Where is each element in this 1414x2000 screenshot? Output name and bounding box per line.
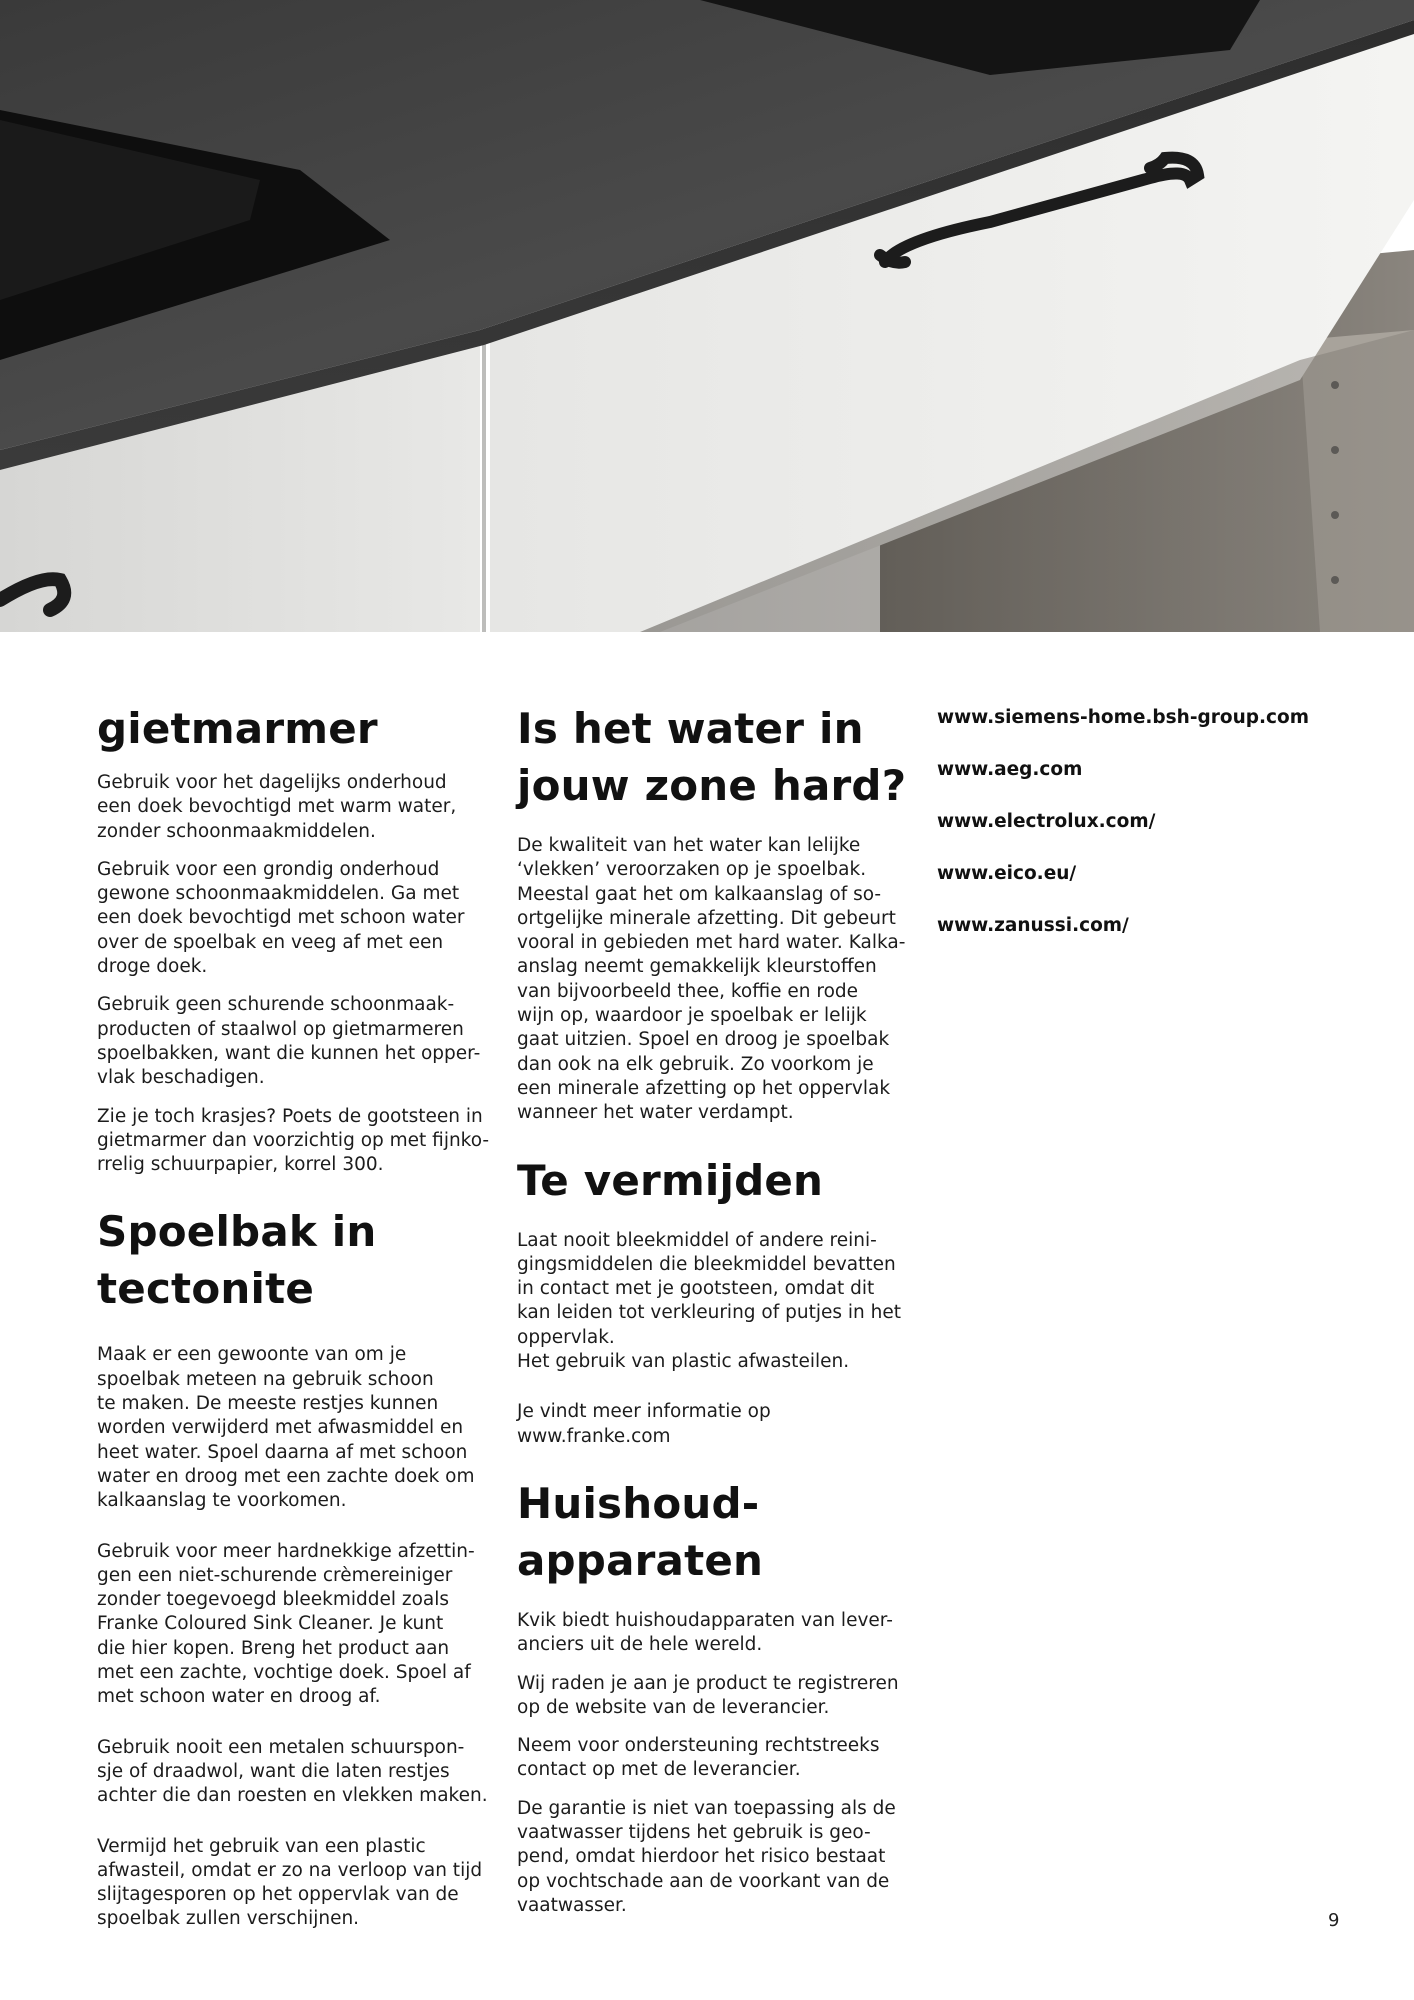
link-siemens[interactable]: www.siemens-home.bsh-group.com xyxy=(937,707,1310,728)
link-aeg[interactable]: www.aeg.com xyxy=(937,759,1083,780)
link-electrolux[interactable]: www.electrolux.com/ xyxy=(937,811,1156,832)
tectonite-paragraph-4: Vermijd het gebruik van een plastic afwasteil, omdat er zo na verloop van tijd slijtagesporen op het oppervlak van de spoelbak zullen verschijnen. xyxy=(97,1835,483,1930)
section-title-vermijden: Te vermijden xyxy=(517,1155,824,1205)
tectonite-paragraph-3: Gebruik nooit een metalen schuurspon- sje of draadwol, want die laten restjes achter die dan roesten en vlekken maken. xyxy=(97,1736,488,1807)
water-paragraph-1: De kwaliteit van het water kan lelijke ‘vlekken’ veroorzaken op je spoelbak. Meestal gaat het om kalkaanslag of so- ortgelijke minerale afzetting. Dit gebeurt vooral in gebieden met hard water. Kalka- anslag neemt gemakkelijk kleurstoffen van bijvoorbeeld thee, koffie en rode wijn op, waardoor je spoelbak er lelijk gaat uitzien. Spoel en droog je spoelbak dan ook na elk gebruik. Zo voorkom je een minerale afzetting op het oppervlak wanneer het water verdampt. xyxy=(517,835,906,1124)
tectonite-paragraph-1: Maak er een gewoonte van om je spoelbak meteen na gebruik schoon te maken. De meeste restjes kunnen worden verwijderd met afwasmiddel en heet water. Spoel daarna af met schoon water en droog met een zachte doek om kalkaanslag te voorkomen. xyxy=(97,1344,475,1512)
supplier-links xyxy=(937,706,1357,966)
column-middle xyxy=(517,700,917,1918)
section-title-water: Is het water in jouw zone hard? xyxy=(517,704,907,810)
gietmarmer-paragraph-3: Gebruik geen schurende schoonmaak- producten of staalwol op gietmarmeren spoelbakken, want die kunnen het opper- vlak beschadigen. xyxy=(97,994,481,1089)
vermijden-paragraph-2: Je vindt meer informatie op www.franke.com xyxy=(517,1401,771,1447)
tectonite-paragraph-2: Gebruik voor meer hardnekkige afzettin- gen een niet-schurende crèmereiniger zonder toegevoegd bleekmiddel zoals Franke Coloured Sink Cleaner. Je kunt die hier kopen. Breng het product aan met een zachte, vochtige doek. Spoel af met schoon water en droog af. xyxy=(97,1540,475,1708)
gietmarmer-paragraph-1: Gebruik voor het dagelijks onderhoud een doek bevochtigd met warm water, zonder schoonmaakmiddelen. xyxy=(97,772,457,842)
huishoud-paragraph-4: De garantie is niet van toepassing als de vaatwasser tijdens het gebruik is geo- pend, omdat hierdoor het risico bestaat op vochtschade aan de voorkant van de vaatwasser. xyxy=(517,1797,896,1916)
section-title-gietmarmer: gietmarmer xyxy=(97,704,378,753)
vermijden-paragraph-1: Laat nooit bleekmiddel of andere reini- gingsmiddelen die bleekmiddel bevatten in contact met je gootsteen, omdat dit kan leiden tot verkleuring of putjes in het oppervlak. Het gebruik van plastic afwasteilen. xyxy=(517,1229,902,1373)
column-left xyxy=(97,700,497,1932)
huishoud-paragraph-1: Kvik biedt huishoudapparaten van lever- anciers uit de hele wereld. xyxy=(517,1609,893,1656)
gietmarmer-paragraph-4: Zie je toch krasjes? Poets de gootsteen in gietmarmer dan voorzichtig op met fijnko- rrelig schuurpapier, korrel 300. xyxy=(97,1105,490,1176)
section-title-huishoud: Huishoud- apparaten xyxy=(517,1478,764,1585)
link-zanussi[interactable]: www.zanussi.com/ xyxy=(937,915,1129,936)
kitchen-photo xyxy=(0,0,1414,632)
gietmarmer-paragraph-2: Gebruik voor een grondig onderhoud gewone schoonmaakmiddelen. Ga met een doek bevochtigd met schoon water over de spoelbak en veeg af met een droge doek. xyxy=(97,858,465,978)
huishoud-paragraph-2: Wij raden je aan je product te registreren op de website van de leverancier. xyxy=(517,1672,899,1718)
link-eico[interactable]: www.eico.eu/ xyxy=(937,863,1077,884)
huishoud-paragraph-3: Neem voor ondersteuning rechtstreeks contact op met de leverancier. xyxy=(517,1735,880,1781)
section-title-tectonite: Spoelbak in tectonite xyxy=(97,1207,377,1314)
page-number: 9 xyxy=(1328,1910,1340,1931)
kitchen-illustration xyxy=(0,0,1414,632)
